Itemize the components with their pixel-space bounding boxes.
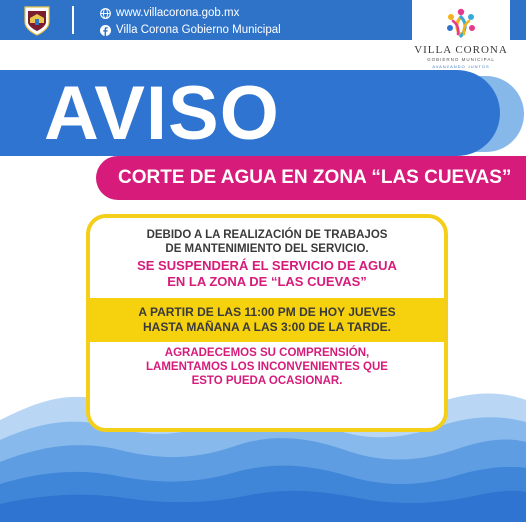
subtitle-text: CORTE DE AGUA EN ZONA “LAS CUEVAS”	[118, 167, 512, 188]
schedule-text	[90, 305, 444, 335]
logo-name: VILLA CORONA	[414, 44, 508, 56]
schedule-line: HASTA MAÑANA A LAS 3:00 DE LA TARDE.	[142, 320, 391, 334]
facebook-text: Villa Corona Gobierno Municipal	[116, 24, 281, 36]
facebook-icon	[100, 25, 111, 36]
facebook-link[interactable]	[100, 22, 281, 38]
logo-tagline: AVANZANDO JUNTOS	[432, 64, 490, 69]
reason-line: DEBIDO A LA REALIZACIÓN DE TRABAJOS	[146, 229, 388, 241]
villa-corona-logo-icon	[443, 6, 479, 42]
suspension-line: SE SUSPENDERÁ EL SERVICIO DE AGUA	[137, 258, 397, 273]
thanks-line: LAMENTAMOS LOS INCONVENIENTES QUE	[146, 361, 388, 373]
villa-corona-logo	[412, 0, 510, 76]
reason-text	[86, 228, 448, 256]
thanks-line: AGRADECEMOS SU COMPRENSIÓN,	[164, 347, 370, 359]
aviso-title: AVISO	[44, 71, 280, 156]
suspension-line: EN LA ZONA DE “LAS CUEVAS”	[167, 274, 367, 289]
municipal-seal-icon	[22, 4, 52, 36]
thanks-line: ESTO PUEDA OCASIONAR.	[191, 375, 343, 387]
globe-icon	[100, 8, 111, 19]
schedule-line: A PARTIR DE LAS 11:00 PM DE HOY JUEVES	[138, 305, 396, 319]
website-link[interactable]	[100, 5, 239, 21]
website-text: www.villacorona.gob.mx	[116, 7, 240, 19]
logo-subtitle: GOBIERNO MUNICIPAL	[427, 57, 495, 62]
header-divider	[72, 6, 74, 34]
reason-line: DE MANTENIMIENTO DEL SERVICIO.	[165, 243, 369, 255]
thanks-text	[86, 346, 448, 388]
suspension-text	[86, 258, 448, 290]
